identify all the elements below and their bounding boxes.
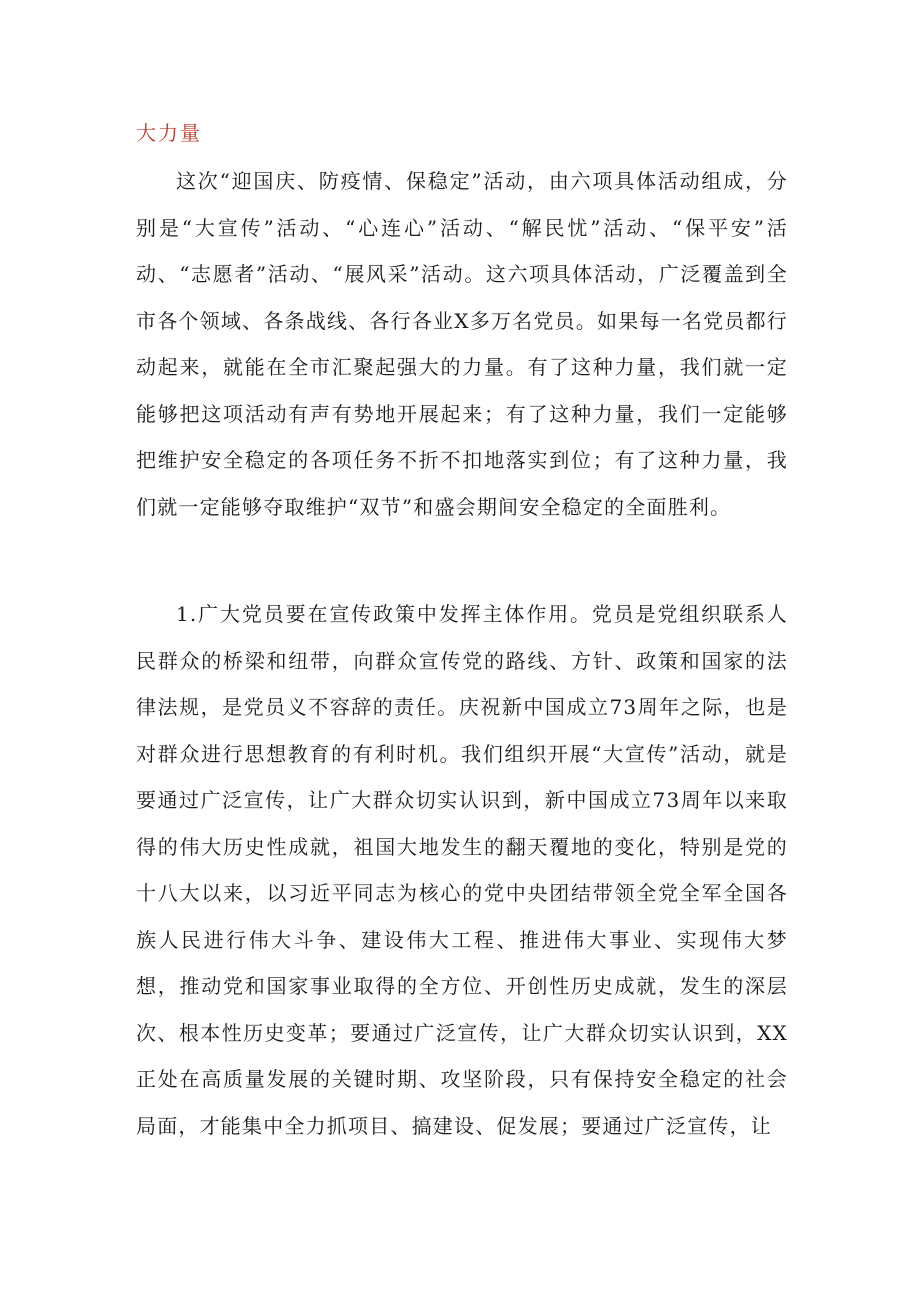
paragraph-policy-publicity: 1.广大党员要在宣传政策中发挥主体作用。党员是党组织联系人民群众的桥梁和纽带，向群众宣传党的路线、方针、政策和国家的法律法规，是党员义不容辞的责任。庆祝新中国成立73周年之际，也是对群众进行思想教育的有利时机。我们组织开展“大宣传”活动，就是要通过广泛宣传，让广大群众切实认识到，新中国成立73周年以来取得的伟大历史性成就，祖国大地发生的翻天覆地的变化，特别是党的十八大以来，以习近平同志为核心的党中央团结带领全党全军全国各族人民进行伟大斗争、建设伟大工程、推进伟大事业、实现伟大梦想，推动党和国家事业取得的全方位、开创性历史成就，发生的深层次、根本性历史变革；要通过广泛宣传，让广大群众切实认识到，XX正处在高质量发展的关键时期、攻坚阶段，只有保持安全稳定的社会局面，才能集中全力抓项目、搞建设、促发展；要通过广泛宣传，让 [136, 602, 788, 1138]
section-heading: 大力量 [136, 121, 202, 145]
paragraph-activities-overview: 这次“迎国庆、防疫情、保稳定”活动，由六项具体活动组成，分别是“大宣传”活动、“心连心”活动、“解民忧”活动、“保平安”活动、“志愿者”活动、“展风采”活动。这六项具体活动，广泛覆盖到全市各个领域、各条战线、各行各业X多万名党员。如果每一名党员都行动起来，就能在全市汇聚起强大的力量。有了这种力量，我们就一定能够把这项活动有声有势地开展起来；有了这种力量，我们一定能够把维护安全稳定的各项任务不折不扣地落实到位；有了这种力量，我们就一定能够夺取维护“双节”和盛会期间安全稳定的全面胜利。 [136, 169, 788, 519]
